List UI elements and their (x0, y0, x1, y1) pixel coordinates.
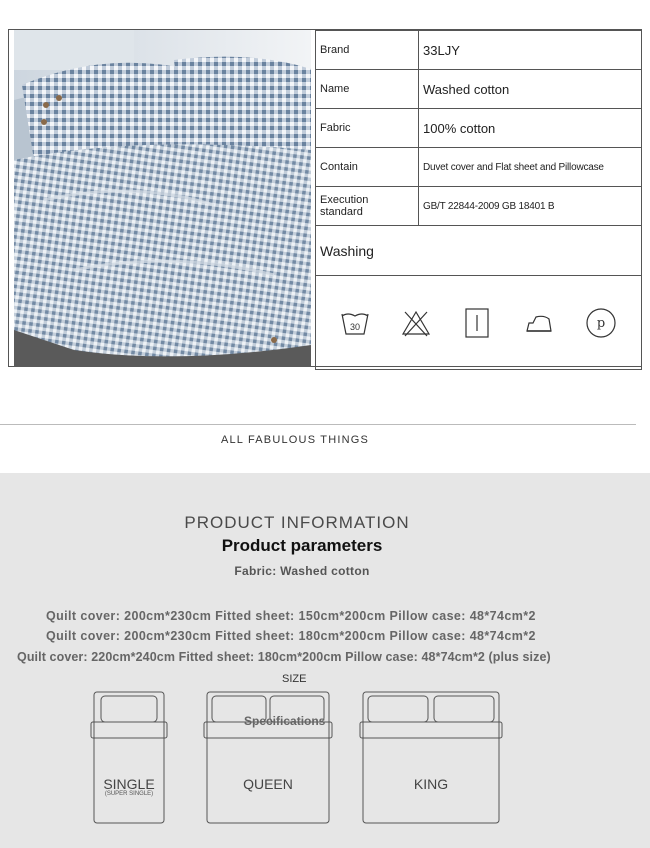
size-line-queen: Quilt cover: 200cm*230cm Fitted sheet: 180cm*200cm Pillow case: 48*74cm*2 (46, 629, 536, 643)
iron-low-icon (524, 311, 554, 335)
size-line-single: Quilt cover: 200cm*230cm Fitted sheet: 150cm*200cm Pillow case: 48*74cm*2 (46, 609, 536, 623)
wash-temp: 30 (349, 321, 360, 332)
bed-sublabel-single: (SUPER SINGLE) (104, 791, 154, 797)
spec-table (315, 30, 642, 370)
product-spec-panel (8, 29, 642, 367)
section-heading: PRODUCT INFORMATION (184, 513, 410, 532)
spec-row-wash-icons (316, 276, 642, 370)
specifications-label: Specifications (244, 714, 326, 728)
king-pillow-right (434, 696, 494, 722)
spec-row-contain (316, 148, 642, 187)
section-subheading: Product parameters (221, 536, 383, 555)
spec-value: Washed cotton (419, 70, 642, 109)
spec-row-fabric (316, 109, 642, 148)
size-line-king: Quilt cover: 220cm*240cm Fitted sheet: 180cm*200cm Pillow case: 48*74cm*2 (plus size) (17, 650, 551, 664)
bed-label-single: SINGLE (103, 776, 155, 792)
spec-value: 100% cotton (419, 109, 642, 148)
size-label: SIZE (282, 673, 307, 685)
wash-30-icon (340, 308, 370, 338)
single-bed-edge (91, 722, 167, 738)
single-bed-frame (94, 692, 164, 823)
spec-row-washing (316, 226, 642, 276)
spec-key: Brand (316, 31, 419, 70)
section-divider (0, 424, 636, 425)
tagline: ALL FABULOUS THINGS (220, 434, 370, 446)
king-bed-frame (363, 692, 499, 823)
queen-bed-frame (207, 692, 329, 823)
king-bed-edge (360, 722, 502, 738)
wash-icons-cell (316, 276, 642, 370)
spec-value: GB/T 22844-2009 GB 18401 B (419, 187, 642, 226)
washing-label: Washing (316, 226, 642, 276)
bedding-photo (14, 30, 311, 367)
single-pillow (101, 696, 157, 722)
dryclean-letter: p (597, 315, 606, 331)
spec-row-standard (316, 187, 642, 226)
bed-label-king: KING (413, 776, 449, 792)
line-dry-icon (462, 307, 492, 339)
no-bleach-icon (401, 308, 431, 338)
spec-value: 33LJY (419, 31, 642, 70)
dry-clean-p-icon (585, 307, 617, 339)
spec-key: Name (316, 70, 419, 109)
product-info-section (0, 473, 650, 848)
spec-key: Contain (316, 148, 419, 187)
bed-label-queen: QUEEN (243, 776, 293, 792)
king-pillow-left (368, 696, 428, 722)
spec-row-name (316, 70, 642, 109)
spec-value: Duvet cover and Flat sheet and Pillowcase (419, 148, 642, 187)
spec-row-brand (316, 31, 642, 70)
fabric-line: Fabric: Washed cotton (234, 564, 370, 578)
bed-outlines (0, 688, 650, 828)
spec-key: Execution standard (316, 187, 419, 226)
gingham-bed-image (14, 30, 311, 367)
spec-key: Fabric (316, 109, 419, 148)
